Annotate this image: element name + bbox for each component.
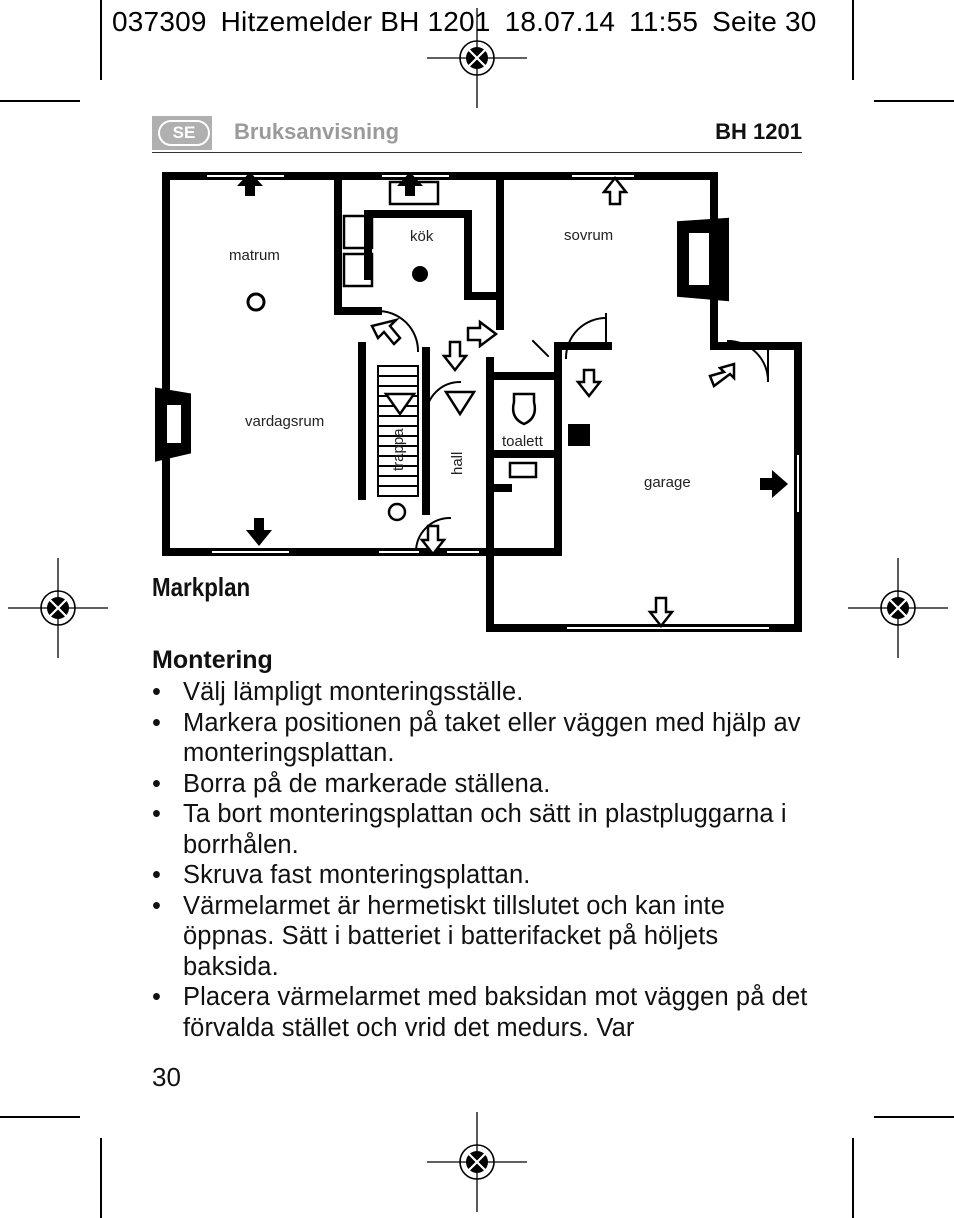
trim-mark bbox=[874, 1116, 954, 1118]
room-label-kitchen: kök bbox=[410, 228, 434, 245]
language-code: SE bbox=[158, 120, 210, 146]
slug-page: Seite 30 bbox=[712, 6, 817, 37]
registration-mark-icon bbox=[848, 558, 948, 658]
room-label-hall: hall bbox=[449, 451, 466, 475]
list-item: • Borra på de markerade ställena. bbox=[152, 769, 551, 798]
trim-mark bbox=[0, 1116, 80, 1118]
arrow-icon bbox=[372, 320, 400, 344]
list-item: • Placera värmelarmet med baksidan mot väggen på det förvalda stället och vrid det medurs. Var bbox=[152, 983, 808, 1042]
list-item: • Välj lämpligt monteringsställe. bbox=[152, 678, 524, 706]
trim-mark bbox=[0, 100, 80, 102]
detector-marker bbox=[248, 294, 264, 310]
trim-mark bbox=[852, 1138, 854, 1218]
detector-marker bbox=[389, 504, 405, 520]
detector-marker bbox=[412, 266, 428, 282]
bullet-icon: • bbox=[152, 708, 162, 737]
room-label-toilet: toalett bbox=[502, 433, 543, 450]
room-label-living: vardagsrum bbox=[245, 413, 325, 430]
header-title: Bruksanvisning bbox=[234, 119, 400, 144]
arrow-icon bbox=[604, 178, 626, 204]
trim-mark bbox=[100, 0, 102, 80]
registration-mark-icon bbox=[8, 558, 108, 658]
slug-code: 037309 bbox=[112, 6, 207, 37]
bullet-icon: • bbox=[152, 800, 162, 828]
list-item: • Värmelarmet är hermetiskt tillslutet och kan inte öppnas. Sätt i batteriet i batterifacket på höljets baksida. bbox=[152, 891, 726, 981]
bullet-icon: • bbox=[152, 769, 162, 798]
trim-mark bbox=[100, 1138, 102, 1218]
wall-outer bbox=[368, 176, 500, 296]
room-label-stairs: trappa bbox=[390, 428, 407, 471]
language-badge bbox=[152, 116, 212, 150]
list-item: • Markera positionen på taket eller väggen med hjälp av monteringsplattan. bbox=[152, 708, 801, 767]
arrow-icon bbox=[650, 598, 672, 626]
arrow-icon bbox=[760, 470, 788, 498]
room-label-garage: garage bbox=[644, 474, 691, 491]
header-model: BH 1201 bbox=[715, 119, 802, 144]
bullet-icon: • bbox=[152, 983, 162, 1011]
registration-mark-icon bbox=[427, 1112, 527, 1212]
floor-plan-caption: Markplan bbox=[152, 572, 251, 602]
trim-mark bbox=[874, 100, 954, 102]
arrow-icon bbox=[386, 394, 414, 414]
floor-plan-diagram bbox=[148, 166, 808, 636]
running-header bbox=[152, 114, 802, 153]
arrow-icon bbox=[246, 518, 272, 546]
list-item: • Ta bort monteringsplattan och sätt in plastpluggarna i borrhålen. bbox=[152, 800, 787, 859]
room-label-bedroom: sovrum bbox=[564, 227, 614, 244]
slug-date: 18.07.14 bbox=[504, 6, 616, 37]
registration-mark-icon bbox=[427, 8, 527, 108]
slug-time: 11:55 bbox=[629, 6, 699, 37]
instruction-list bbox=[152, 677, 812, 1043]
arrow-icon bbox=[710, 364, 734, 386]
trim-mark bbox=[852, 0, 854, 80]
detector-marker bbox=[568, 424, 590, 446]
page-number: 30 bbox=[152, 1062, 181, 1092]
section-title: Montering bbox=[152, 646, 273, 674]
list-item: • Skruva fast monteringsplattan. bbox=[152, 861, 531, 889]
arrow-icon bbox=[446, 392, 474, 414]
bullet-icon: • bbox=[152, 891, 162, 920]
arrow-icon bbox=[578, 370, 600, 396]
slug-name: Hitzemelder BH 1201 bbox=[220, 6, 491, 37]
bullet-icon: • bbox=[152, 861, 162, 889]
arrow-icon bbox=[444, 342, 466, 370]
bullet-icon: • bbox=[152, 678, 162, 706]
arrow-icon bbox=[468, 322, 496, 346]
room-label-dining: matrum bbox=[229, 247, 280, 264]
